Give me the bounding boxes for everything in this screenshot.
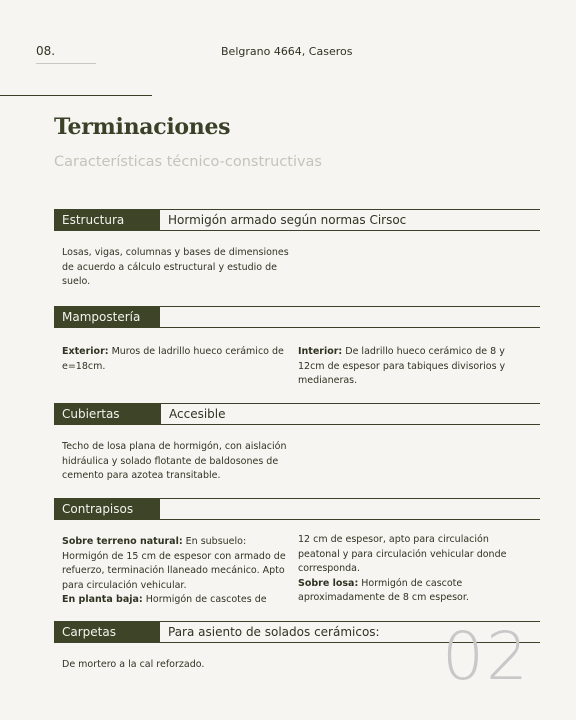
mamposteria-exterior <box>62 345 290 374</box>
terreno-text: En subsuelo: Hormigón de 15 cm de espesor con armado de refuerzo, terminación llaneado mecánico. Apto para circulación vehicular. <box>62 536 286 591</box>
section-label-estructura: Estructura <box>54 209 160 231</box>
estructura-text: Losas, vigas, columnas y bases de dimensiones de acuerdo a cálculo estructural y estudio de suelo. <box>62 247 289 287</box>
address: Belgrano 4664, Caseros <box>221 45 353 58</box>
planta-text: Hormigón de cascotes de <box>142 594 267 605</box>
section-rule <box>0 95 152 96</box>
interior-text: De ladrillo hueco cerámico de 8 y 12cm de espesor para tabiques divisorios y medianeras. <box>298 346 506 386</box>
page-subtitle: Características técnico-constructivas <box>54 154 322 170</box>
section-band-estructura <box>54 209 540 231</box>
mamposteria-interior <box>298 345 520 389</box>
contrapisos-col-2 <box>298 533 520 606</box>
continuation-text: 12 cm de espesor, apto para circulación peatonal y para circulación vehicular donde corresponda. <box>298 534 507 574</box>
section-value-estructura: Hormigón armado según normas Cirsoc <box>168 213 407 227</box>
cubiertas-text: Techo de losa plana de hormigón, con aislación hidráulica y solado flotante de baldosones de cemento para azotea transitable. <box>62 441 287 481</box>
section-label-mamposteria: Mampostería <box>54 306 160 328</box>
section-band-mamposteria <box>54 306 540 328</box>
contrapisos-col-1 <box>62 535 290 608</box>
section-band-cubiertas <box>54 403 540 425</box>
carpetas-text: De mortero a la cal reforzado. <box>62 659 205 670</box>
page-title: Terminaciones <box>54 114 231 140</box>
page-number: 08. <box>36 44 56 58</box>
section-label-contrapisos: Contrapisos <box>54 498 160 520</box>
page-number-rule <box>36 63 96 64</box>
section-band-contrapisos <box>54 498 540 520</box>
section-value-cubiertas: Accesible <box>169 407 226 421</box>
losa-text: Hormigón de cascote aproximadamente de 8 cm espesor. <box>298 577 469 603</box>
section-label-carpetas: Carpetas <box>54 621 160 643</box>
exterior-text: Muros de ladrillo hueco cerámico de e=18cm. <box>62 346 284 372</box>
exterior-label: Exterior: <box>62 346 109 357</box>
planta-label: En planta baja: <box>62 594 143 605</box>
losa-label: Sobre losa: <box>298 577 359 589</box>
interior-label: Interior: <box>298 346 343 357</box>
terreno-label: Sobre terreno natural: <box>62 536 183 547</box>
section-label-cubiertas: Cubiertas <box>54 403 161 425</box>
big-page-number: 02 <box>442 618 530 695</box>
section-value-carpetas: Para asiento de solados cerámicos: <box>168 625 380 639</box>
